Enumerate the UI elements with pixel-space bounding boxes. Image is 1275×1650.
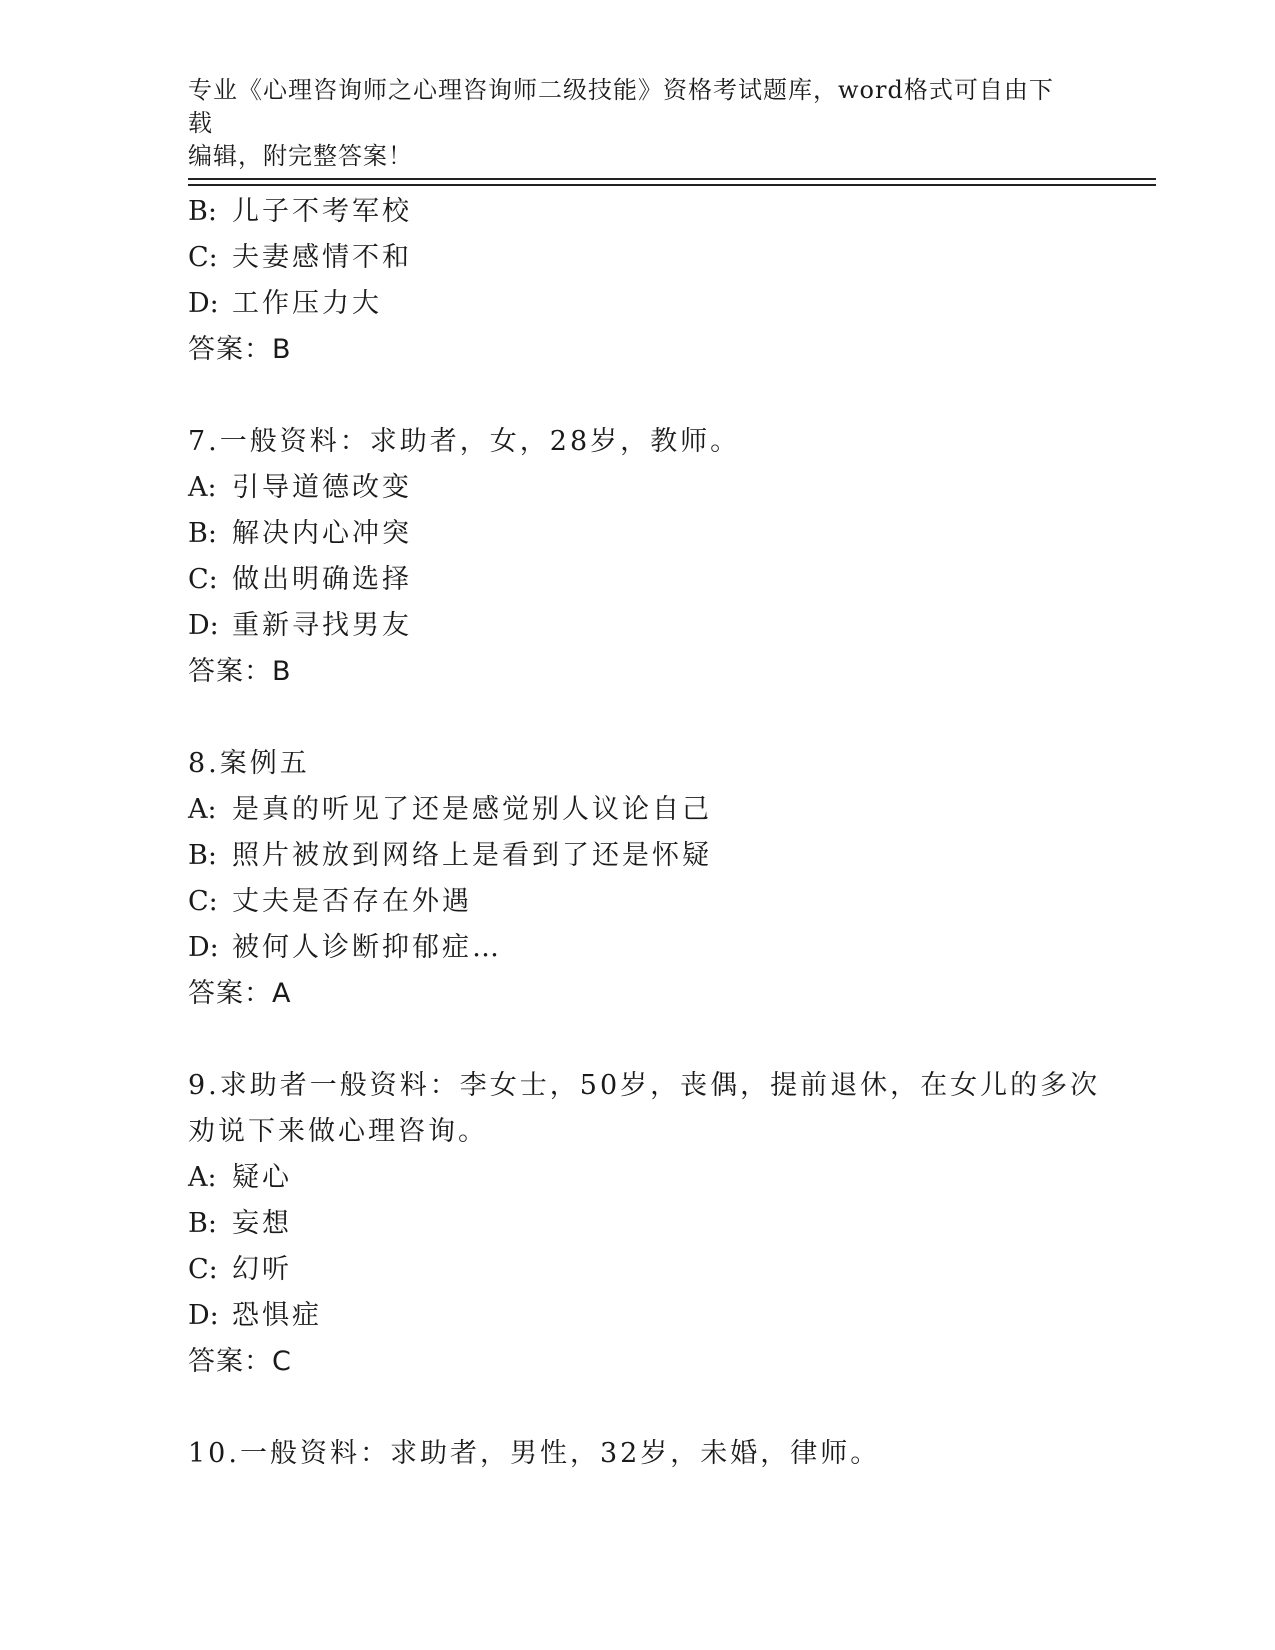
option-text: 重新寻找男友 [232, 610, 412, 641]
question-text: 10.一般资料：求助者，男性，32岁，未婚，律师。 [188, 1438, 881, 1469]
option-text: 妄想 [232, 1208, 292, 1239]
document-header [188, 74, 1068, 173]
option-letter: B: [188, 840, 217, 871]
question-9 [188, 1063, 1101, 1385]
option-a [188, 1155, 1088, 1201]
option-letter: A: [188, 1162, 217, 1193]
option-d [188, 281, 1088, 327]
option-d [188, 1293, 1088, 1339]
option-text: 工作压力大 [232, 288, 382, 319]
header-title-line-1: 专业《心理咨询师之心理咨询师二级技能》资格考试题库，word格式可自由下载 [188, 76, 1054, 137]
question-10 [188, 1431, 1088, 1477]
option-b [188, 833, 1088, 879]
option-letter: D: [188, 288, 219, 319]
option-letter: C: [188, 886, 218, 917]
option-letter: D: [188, 610, 219, 641]
answer: 答案：C [188, 1346, 292, 1377]
option-c [188, 1247, 1088, 1293]
question-6 [188, 189, 1088, 373]
option-letter: D: [188, 1300, 219, 1331]
option-a [188, 787, 1088, 833]
option-letter: C: [188, 564, 218, 595]
option-text: 幻听 [232, 1254, 292, 1285]
option-letter: C: [188, 242, 218, 273]
question-text-line-1: 9.求助者一般资料：李女士，50岁，丧偶，提前退休，在女儿的多次 [188, 1070, 1101, 1101]
question-text: 8.案例五 [188, 748, 310, 779]
option-letter: A: [188, 472, 217, 503]
answer: 答案：B [188, 656, 292, 687]
question-text-line-2: 劝说下来做心理咨询。 [188, 1116, 488, 1147]
option-text: 疑心 [232, 1162, 292, 1193]
option-b [188, 189, 1088, 235]
option-text: 恐惧症 [232, 1300, 322, 1331]
question-8 [188, 741, 1088, 1017]
question-7 [188, 419, 1088, 695]
option-letter: A: [188, 794, 217, 825]
option-letter: B: [188, 518, 217, 549]
option-text: 夫妻感情不和 [232, 242, 412, 273]
option-text: 解决内心冲突 [232, 518, 412, 549]
option-text: 照片被放到网络上是看到了还是怀疑 [232, 840, 712, 871]
option-c [188, 557, 1088, 603]
question-text: 7.一般资料：求助者，女，28岁，教师。 [188, 426, 741, 457]
header-title-line-2: 编辑，附完整答案！ [188, 142, 413, 170]
answer: 答案：B [188, 334, 292, 365]
option-text: 是真的听见了还是感觉别人议论自己 [232, 794, 712, 825]
option-letter: B: [188, 1208, 217, 1239]
option-text: 引导道德改变 [232, 472, 412, 503]
option-c [188, 235, 1088, 281]
option-text: 儿子不考军校 [232, 196, 412, 227]
option-a [188, 465, 1088, 511]
option-letter: B: [188, 196, 217, 227]
option-c [188, 879, 1088, 925]
header-divider-bottom [188, 184, 1156, 186]
option-text: 做出明确选择 [232, 564, 412, 595]
option-b [188, 1201, 1088, 1247]
option-letter: D: [188, 932, 219, 963]
option-letter: C: [188, 1254, 218, 1285]
header-divider-top [188, 178, 1156, 180]
question-list [188, 189, 1101, 1477]
option-text: 丈夫是否存在外遇 [232, 886, 472, 917]
answer: 答案：A [188, 978, 292, 1009]
option-b [188, 511, 1088, 557]
option-d [188, 925, 1088, 971]
option-text: 被何人诊断抑郁症… [232, 932, 502, 963]
option-d [188, 603, 1088, 649]
